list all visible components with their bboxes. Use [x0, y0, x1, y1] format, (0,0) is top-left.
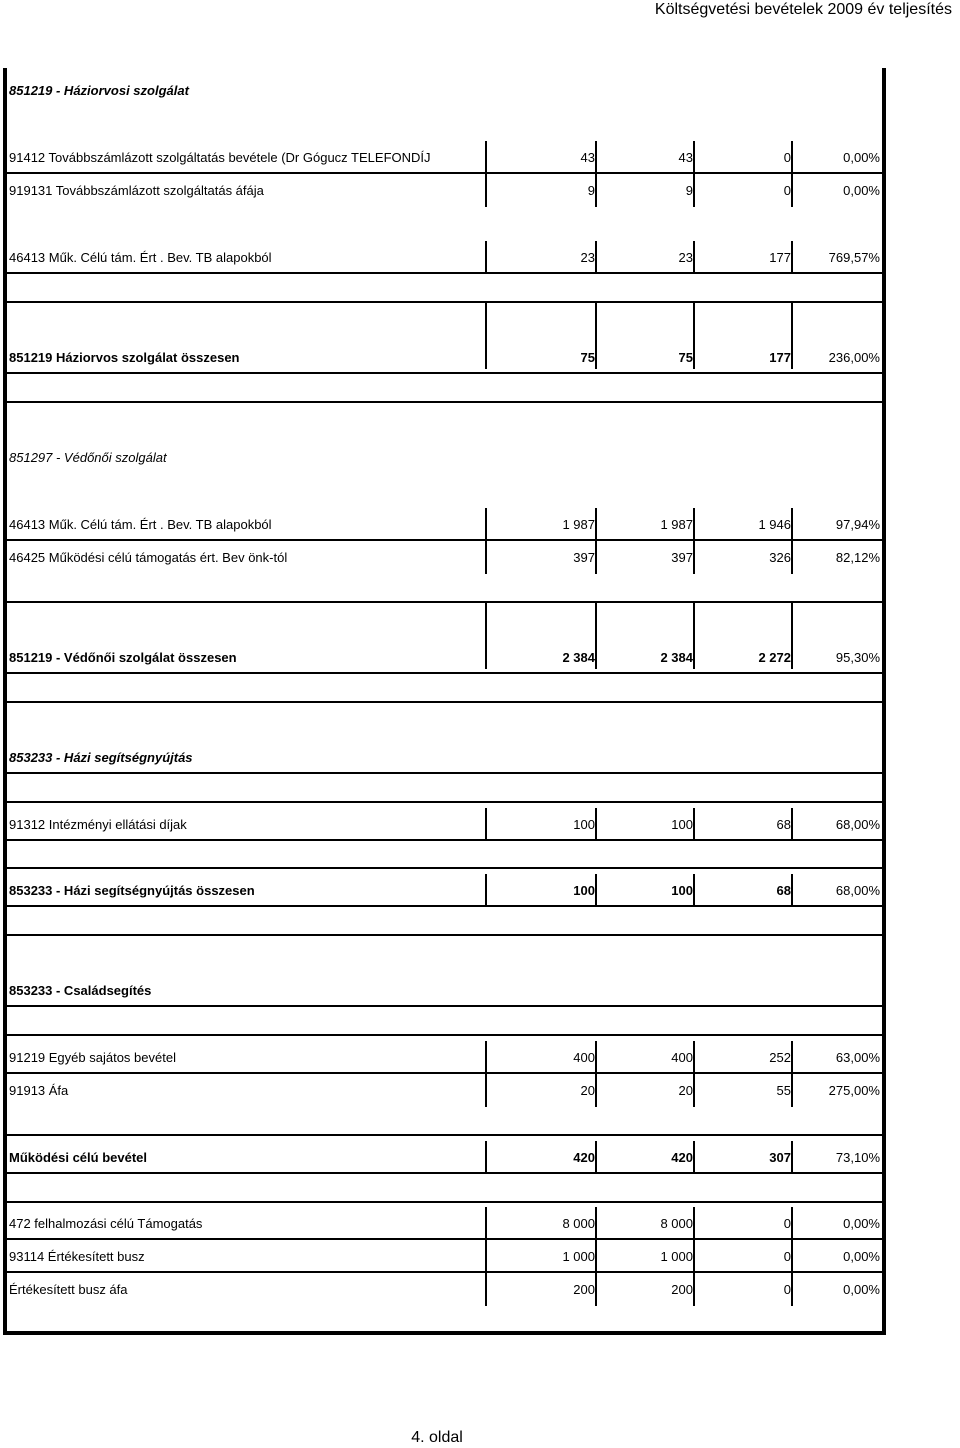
divider [485, 1141, 487, 1174]
cell-value: 75 [678, 350, 693, 365]
divider [693, 1074, 695, 1107]
cell-percent: 68,00% [835, 817, 880, 832]
divider [595, 808, 597, 841]
divider [485, 874, 487, 907]
cell-value: 307 [769, 1150, 791, 1165]
cell-percent: 0,00% [843, 150, 880, 165]
cell-percent: 63,00% [835, 1050, 880, 1065]
cell-percent: 73,10% [835, 1150, 880, 1165]
cell-value: 9 [685, 183, 693, 198]
cell-value: 200 [671, 1282, 693, 1297]
divider [693, 541, 695, 574]
cell-value: 100 [573, 883, 595, 898]
divider [693, 1041, 695, 1074]
row-label: 46413 Műk. Célú tám. Ért . Bev. TB alapokból [9, 517, 272, 532]
divider [693, 241, 695, 274]
cell-value: 400 [671, 1050, 693, 1065]
row-label: 919131 Továbbszámlázott szolgáltatás áfája [9, 183, 264, 198]
divider [791, 1273, 793, 1306]
cell-value: 23 [678, 250, 693, 265]
divider [595, 241, 597, 274]
table-row [7, 974, 882, 1007]
section-separator [7, 401, 882, 403]
table-row [7, 808, 882, 841]
cell-value: 2 384 [562, 650, 595, 665]
cell-value: 397 [573, 550, 595, 565]
table-row [7, 1207, 882, 1240]
divider [485, 541, 487, 574]
divider [693, 1273, 695, 1306]
cell-value: 397 [671, 550, 693, 565]
row-label: 93114 Értékesített busz [9, 1249, 145, 1264]
row-label: 46413 Műk. Célú tám. Ért . Bev. TB alapokból [9, 250, 272, 265]
cell-value: 1 000 [562, 1249, 595, 1264]
divider [485, 1240, 487, 1273]
cell-value: 420 [573, 1150, 595, 1165]
cell-value: 0 [783, 1216, 791, 1231]
divider [485, 1074, 487, 1107]
row-label: 853233 - Házi segítségnyújtás összesen [9, 883, 255, 898]
cell-value: 9 [587, 183, 595, 198]
cell-value: 8 000 [562, 1216, 595, 1231]
divider [693, 1207, 695, 1240]
cell-percent: 0,00% [843, 1216, 880, 1231]
section-separator [7, 301, 882, 303]
divider [791, 508, 793, 541]
cell-percent: 275,00% [828, 1083, 880, 1098]
divider [595, 1240, 597, 1273]
divider [595, 1041, 597, 1074]
cell-value: 100 [671, 817, 693, 832]
table-row-total [7, 1141, 882, 1174]
cell-value: 0 [783, 150, 791, 165]
cell-percent: 0,00% [843, 183, 880, 198]
table-row [7, 74, 882, 107]
divider [595, 1074, 597, 1107]
row-label: 91913 Áfa [9, 1083, 69, 1098]
row-label: Működési célú bevétel [9, 1150, 147, 1165]
divider [595, 508, 597, 541]
section-separator [7, 1034, 882, 1036]
divider [485, 1273, 487, 1306]
divider [485, 141, 487, 174]
cell-value: 20 [678, 1083, 693, 1098]
section-title: 851297 - Védőnői szolgálat [9, 450, 167, 465]
row-label: 46425 Működési célú támogatás ért. Bev önk-tól [9, 550, 288, 565]
divider [595, 141, 597, 174]
cell-percent: 68,00% [835, 883, 880, 898]
divider [693, 1141, 695, 1174]
cell-value: 0 [783, 1282, 791, 1297]
divider [693, 141, 695, 174]
divider [485, 241, 487, 274]
divider [791, 1074, 793, 1107]
row-label: 851219 Háziorvos szolgálat összesen [9, 350, 240, 365]
divider [791, 1041, 793, 1074]
row-label: 472 felhalmozási célú Támogatás [9, 1216, 203, 1231]
section-separator [7, 801, 882, 803]
section-title: 851219 - Háziorvosi szolgálat [9, 83, 189, 98]
table-row [7, 174, 882, 207]
divider [595, 541, 597, 574]
cell-value: 1 987 [562, 517, 595, 532]
table-row [7, 541, 882, 574]
page-number: 4. oldal [411, 1429, 463, 1446]
cell-value: 177 [769, 250, 791, 265]
cell-percent: 0,00% [843, 1249, 880, 1264]
table-row [7, 141, 882, 174]
table-row-total [7, 341, 882, 374]
divider [595, 874, 597, 907]
table-row [7, 1273, 882, 1306]
table-row [7, 1041, 882, 1074]
divider [595, 1207, 597, 1240]
section-title: 853233 - Házi segítségnyújtás [9, 750, 193, 765]
divider [485, 174, 487, 207]
cell-value: 68 [776, 817, 791, 832]
cell-value: 2 384 [660, 650, 693, 665]
divider [693, 174, 695, 207]
cell-percent: 97,94% [835, 517, 880, 532]
section-title: 853233 - Családsegítés [9, 983, 152, 998]
divider [791, 141, 793, 174]
page-header-title: Költségvetési bevételek 2009 év teljesítés [654, 1, 952, 18]
section-separator [7, 701, 882, 703]
section-separator [7, 934, 882, 936]
cell-percent: 236,00% [828, 350, 880, 365]
table-row [7, 441, 882, 474]
cell-percent: 0,00% [843, 1282, 880, 1297]
divider [693, 808, 695, 841]
table-row [7, 741, 882, 774]
cell-value: 43 [678, 150, 693, 165]
cell-value: 420 [671, 1150, 693, 1165]
divider [791, 174, 793, 207]
cell-value: 55 [776, 1083, 791, 1098]
cell-percent: 769,57% [828, 250, 880, 265]
table-row [7, 241, 882, 274]
divider [791, 1207, 793, 1240]
cell-percent: 82,12% [835, 550, 880, 565]
cell-value: 1 987 [660, 517, 693, 532]
cell-value: 177 [769, 350, 791, 365]
cell-value: 252 [769, 1050, 791, 1065]
row-label: 91312 Intézményi ellátási díjak [9, 817, 187, 832]
divider [485, 508, 487, 541]
cell-value: 1 946 [758, 517, 791, 532]
section-separator [7, 867, 882, 869]
cell-value: 43 [580, 150, 595, 165]
divider [485, 1041, 487, 1074]
cell-value: 0 [783, 1249, 791, 1264]
cell-value: 8 000 [660, 1216, 693, 1231]
row-label: 91412 Továbbszámlázott szolgáltatás bevétele (Dr Gógucz TELEFONDÍJ [9, 150, 431, 165]
cell-value: 0 [783, 183, 791, 198]
section-separator [7, 1201, 882, 1203]
divider [791, 808, 793, 841]
row-label: 851219 - Védőnői szolgálat összesen [9, 650, 237, 665]
table-row [7, 508, 882, 541]
table-row [7, 1240, 882, 1273]
section-separator [7, 1134, 882, 1136]
cell-value: 200 [573, 1282, 595, 1297]
divider [595, 1141, 597, 1174]
divider [485, 1207, 487, 1240]
cell-value: 400 [573, 1050, 595, 1065]
cell-value: 2 272 [758, 650, 791, 665]
divider [791, 874, 793, 907]
divider [791, 1240, 793, 1273]
cell-value: 100 [573, 817, 595, 832]
divider [485, 808, 487, 841]
table-row-total [7, 641, 882, 674]
divider [595, 174, 597, 207]
table-row-total [7, 874, 882, 907]
divider [595, 1273, 597, 1306]
row-label: 91219 Egyéb sajátos bevétel [9, 1050, 176, 1065]
cell-value: 75 [580, 350, 595, 365]
divider [791, 241, 793, 274]
divider [693, 508, 695, 541]
cell-value: 100 [671, 883, 693, 898]
divider [791, 1141, 793, 1174]
section-separator [7, 601, 882, 603]
cell-value: 326 [769, 550, 791, 565]
cell-percent: 95,30% [835, 650, 880, 665]
divider [693, 874, 695, 907]
cell-value: 20 [580, 1083, 595, 1098]
table-row [7, 1074, 882, 1107]
divider [791, 541, 793, 574]
divider [693, 1240, 695, 1273]
cell-value: 1 000 [660, 1249, 693, 1264]
row-label: Értékesített busz áfa [9, 1282, 128, 1297]
cell-value: 68 [776, 883, 791, 898]
cell-value: 23 [580, 250, 595, 265]
